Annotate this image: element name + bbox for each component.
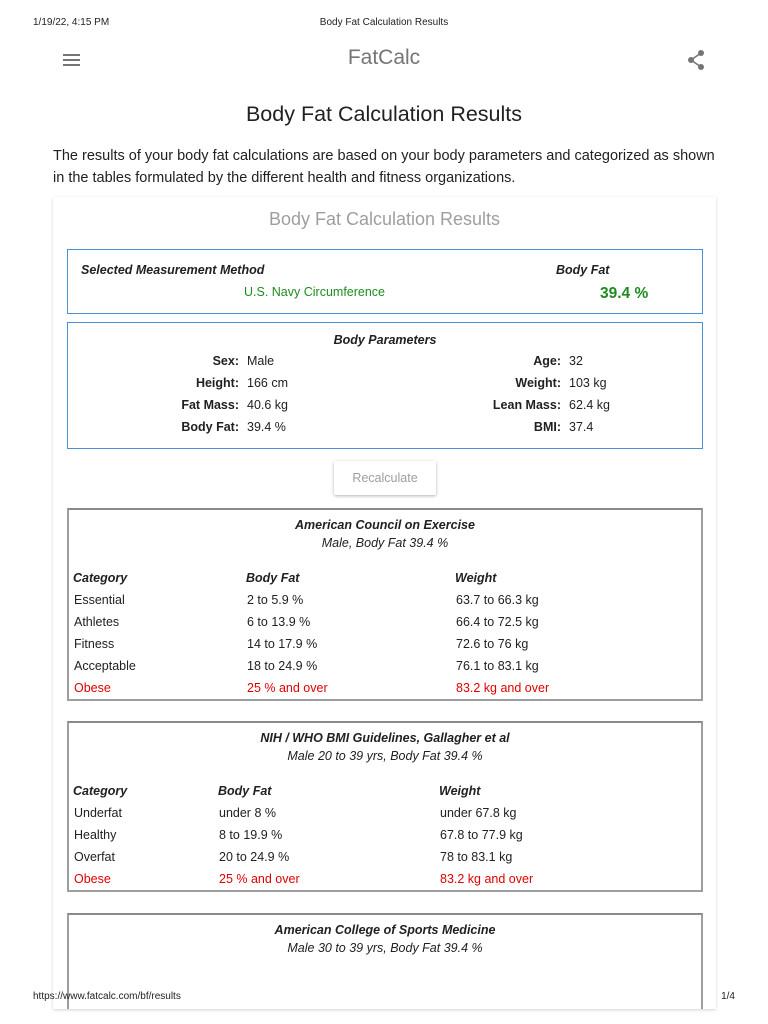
- results-card: [53, 197, 716, 1009]
- bodyfat-label: Body Fat: [556, 263, 610, 277]
- table-cell: Fitness: [74, 637, 115, 651]
- table-cell: 83.2 kg and over: [440, 872, 534, 886]
- param-label: BMI:: [533, 420, 561, 434]
- table-cell: under 8 %: [219, 806, 276, 820]
- param-label: Weight:: [515, 376, 561, 390]
- param-value: 32: [569, 354, 583, 368]
- param-label: Body Fat:: [181, 420, 239, 434]
- param-label: Sex:: [212, 354, 239, 368]
- page-title: Body Fat Calculation Results: [245, 102, 523, 126]
- param-label: Lean Mass:: [492, 398, 561, 412]
- table-cell: Essential: [74, 593, 125, 607]
- card-title: Body Fat Calculation Results: [268, 209, 501, 229]
- param-value: 166 cm: [247, 376, 288, 390]
- table-title: American College of Sports Medicine: [274, 923, 496, 937]
- col-header-weight: Weight: [455, 571, 497, 585]
- param-value: 39.4 %: [247, 420, 286, 434]
- table-cell: 67.8 to 77.9 kg: [440, 828, 523, 842]
- print-title: Body Fat Calculation Results: [319, 17, 449, 28]
- param-value: 103 kg: [569, 376, 607, 390]
- print-url: https://www.fatcalc.com/bf/results: [33, 991, 181, 1002]
- table-cell: Underfat: [74, 806, 122, 820]
- table-cell: Athletes: [74, 615, 120, 629]
- col-header-weight: Weight: [439, 784, 481, 798]
- table-cell: 8 to 19.9 %: [219, 828, 283, 842]
- body-parameters-box: [67, 322, 703, 449]
- param-label: Fat Mass:: [181, 398, 239, 412]
- ace-table-card: [67, 508, 703, 701]
- table-cell: 66.4 to 72.5 kg: [456, 615, 539, 629]
- print-footer: [33, 991, 735, 1005]
- param-value: 40.6 kg: [247, 398, 289, 412]
- table-cell: 6 to 13.9 %: [247, 615, 311, 629]
- method-value: U.S. Navy Circumference: [244, 285, 386, 299]
- table-cell: under 67.8 kg: [440, 806, 517, 820]
- table-cell: 78 to 83.1 kg: [440, 850, 513, 864]
- param-value: 37.4: [569, 420, 594, 434]
- app-title[interactable]: FatCalc: [347, 46, 421, 69]
- share-icon[interactable]: [685, 49, 707, 71]
- table-cell: Acceptable: [74, 659, 136, 673]
- col-header-category: Category: [73, 784, 128, 798]
- table-cell: Obese: [74, 872, 111, 886]
- method-label: Selected Measurement Method: [81, 263, 265, 277]
- table-cell: 18 to 24.9 %: [247, 659, 318, 673]
- table-cell: 2 to 5.9 %: [247, 593, 304, 607]
- param-label: Height:: [195, 376, 239, 390]
- table-subtitle: Male 20 to 39 yrs, Body Fat 39.4 %: [287, 749, 483, 763]
- table-title: NIH / WHO BMI Guidelines, Gallagher et al: [260, 731, 510, 745]
- nih-table-card: [67, 721, 703, 892]
- table-cell: 14 to 17.9 %: [247, 637, 318, 651]
- table-cell: 20 to 24.9 %: [219, 850, 290, 864]
- table-cell: 83.2 kg and over: [456, 681, 550, 695]
- params-title: Body Parameters: [333, 333, 437, 347]
- table-cell: 72.6 to 76 kg: [456, 637, 529, 651]
- print-datetime: 1/19/22, 4:15 PM: [33, 17, 110, 28]
- param-value: Male: [247, 354, 275, 368]
- recalculate-button[interactable]: Recalculate: [334, 461, 436, 495]
- print-header: [33, 17, 735, 31]
- table-cell: 25 % and over: [247, 681, 328, 695]
- table-cell: Overfat: [74, 850, 115, 864]
- table-subtitle: Male, Body Fat 39.4 %: [321, 536, 449, 550]
- table-title: American Council on Exercise: [295, 518, 475, 532]
- intro-text: The results of your body fat calculations are based on your body parameters and categorized as shown in the tables formulated by the different health and fitness organizations.: [53, 148, 715, 186]
- table-cell: Healthy: [74, 828, 117, 842]
- col-header-bodyfat: Body Fat: [246, 571, 300, 585]
- param-value: 62.4 kg: [569, 398, 611, 412]
- bodyfat-value: 39.4 %: [600, 285, 649, 302]
- table-subtitle: Male 30 to 39 yrs, Body Fat 39.4 %: [287, 941, 483, 955]
- param-label: Age:: [533, 354, 561, 368]
- col-header-bodyfat: Body Fat: [218, 784, 272, 798]
- table-cell: Obese: [74, 681, 111, 695]
- table-cell: 76.1 to 83.1 kg: [456, 659, 539, 673]
- table-cell: 63.7 to 66.3 kg: [456, 593, 539, 607]
- col-header-category: Category: [73, 571, 128, 585]
- method-box: [67, 249, 703, 314]
- table-cell: 25 % and over: [219, 872, 300, 886]
- app-bar: [53, 40, 715, 80]
- print-page-number: 1/4: [721, 991, 735, 1002]
